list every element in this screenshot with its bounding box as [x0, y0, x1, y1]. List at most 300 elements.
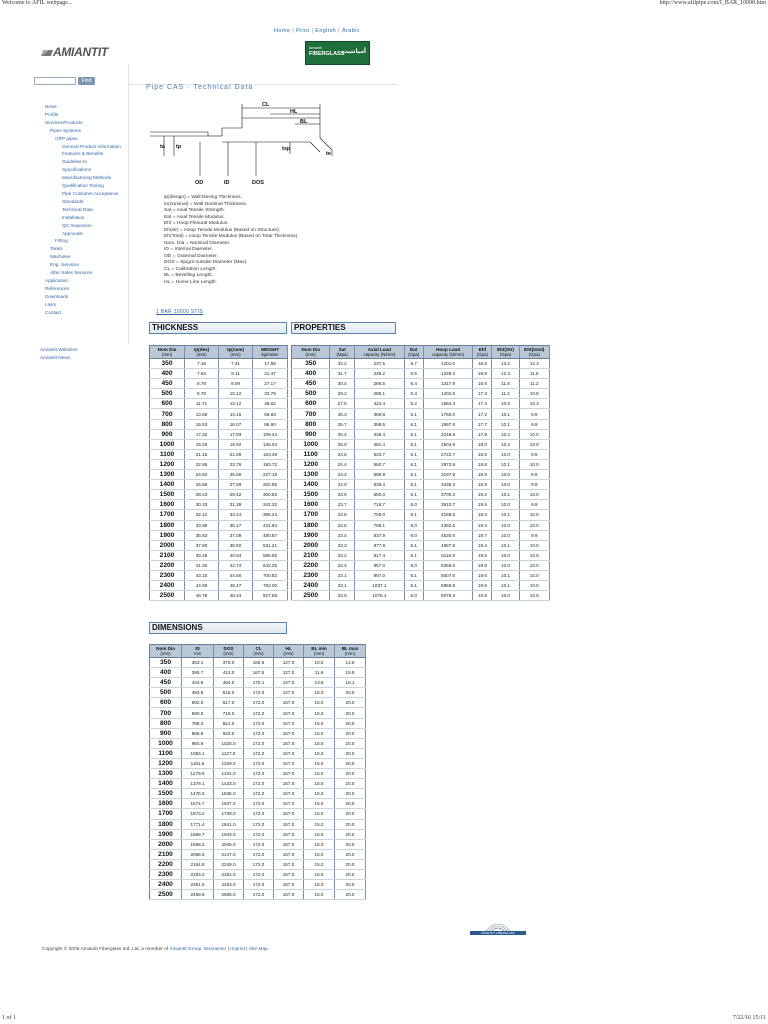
nominal-diameter-cell: 2300: [150, 869, 182, 879]
column-header: BL max (mm): [335, 645, 366, 658]
table-cell: 719.0: [214, 708, 244, 718]
table-cell: 193.72: [253, 459, 288, 469]
table-cell: 23.2: [330, 560, 355, 570]
sidebar-item-references[interactable]: References: [45, 285, 69, 291]
table-cell: 15.0: [304, 829, 335, 839]
table-row: [292, 359, 550, 369]
nominal-diameter-cell: 2100: [150, 550, 185, 560]
table-row: [150, 789, 366, 799]
table-cell: 10.1: [492, 581, 519, 591]
table-cell: 1997.8: [423, 419, 473, 429]
table-cell: 585.60: [253, 550, 288, 560]
nominal-diameter-cell: 1400: [150, 779, 182, 789]
table-cell: 15.0: [304, 728, 335, 738]
nominal-diameter-cell: 500: [292, 389, 330, 399]
table-cell: 6.1: [404, 570, 423, 580]
table-cell: 1841.0: [214, 819, 244, 829]
nominal-diameter-cell: 2200: [150, 859, 182, 869]
sidebar-item-features-benefits[interactable]: Features & Benefits: [62, 151, 104, 157]
table-cell: 20.0: [335, 728, 366, 738]
table-cell: 10.0: [492, 530, 519, 540]
table-cell: 18.0: [473, 439, 492, 449]
table-cell: 172.0: [244, 769, 274, 779]
table-row: [292, 490, 550, 500]
table-cell: 19.8: [473, 591, 492, 601]
sidebar-item-manufacturing-methods[interactable]: Manufacturing Methods: [62, 175, 111, 181]
sidebar-item-qc-inspection[interactable]: QC Inspection: [62, 222, 92, 228]
table-cell: 157.0: [274, 869, 304, 879]
legend-line: Sat = Axial Tensile Strength.: [164, 208, 225, 213]
table-row: [292, 480, 550, 490]
table-cell: 15.0: [304, 758, 335, 768]
table-cell: 2045.0: [214, 839, 244, 849]
column-header: Eat (Gpa): [404, 346, 423, 359]
table-cell: 10.12: [219, 389, 253, 399]
table-cell: 520.7: [355, 449, 405, 459]
table-cell: 15.0: [304, 799, 335, 809]
nominal-diameter-cell: 1000: [150, 738, 182, 748]
nominal-diameter-cell: 350: [150, 359, 185, 369]
table-cell: 16.6: [473, 379, 492, 389]
nominal-diameter-cell: 1200: [150, 459, 185, 469]
table-cell: 46.47: [219, 581, 253, 591]
footer-logo-emblem-icon: [468, 917, 528, 939]
table-cell: 3435.3: [423, 480, 473, 490]
table-cell: 923.0: [214, 728, 244, 738]
table-cell: 1378.1: [182, 779, 214, 789]
sidebar-item-technical-data[interactable]: Technical Data: [62, 206, 93, 212]
sidebar-item-tanks[interactable]: Tanks: [50, 246, 63, 252]
nav-print-link[interactable]: Print: [296, 28, 310, 34]
table-cell: 157.0: [274, 738, 304, 748]
table-cell: 642.25: [253, 560, 288, 570]
table-cell: 27.17: [253, 379, 288, 389]
nav-english-link[interactable]: English: [315, 28, 337, 34]
table-cell: 157.0: [274, 799, 304, 809]
top-nav: Home | Print | English | Arabic: [274, 28, 360, 34]
legend-line: Eh(Total) = Hoop Tensile Modulus (Based on Total Thickness).: [164, 234, 299, 239]
table-row: [150, 728, 366, 738]
table-cell: 19.5: [473, 550, 492, 560]
table-cell: 20.0: [335, 708, 366, 718]
table-cell: 6.1: [404, 429, 423, 439]
table-cell: 37.09: [219, 530, 253, 540]
table-cell: 172.0: [244, 849, 274, 859]
table-cell: 41.30: [185, 560, 219, 570]
table-cell: 1968.2: [182, 839, 214, 849]
table-cell: 617.0: [214, 698, 244, 708]
nominal-diameter-cell: 1700: [292, 510, 330, 520]
table-row: [292, 570, 550, 580]
table-cell: 172.0: [244, 738, 274, 748]
table-cell: 1402.6: [423, 389, 473, 399]
table-cell: 237.5: [355, 359, 405, 369]
table-cell: 20.0: [335, 688, 366, 698]
table-cell: 2249.0: [214, 859, 244, 869]
table-row: [150, 658, 366, 668]
table-cell: 20.0: [335, 869, 366, 879]
nav-arabic-link[interactable]: Arabic: [341, 28, 360, 34]
table-cell: 718.7: [355, 500, 405, 510]
table-cell: 18.5: [473, 449, 492, 459]
nominal-diameter-cell: 600: [150, 698, 182, 708]
table-row: [150, 849, 366, 859]
table-cell: 19.3: [473, 520, 492, 530]
sidebar-item-installation[interactable]: Installation: [62, 214, 85, 220]
sidebar-item-standards[interactable]: Standards: [62, 198, 84, 204]
sidebar-item-qualification-testing[interactable]: Qualification Testing: [62, 183, 104, 189]
table-cell: 10.0: [492, 591, 519, 601]
footer-disclaimer-link[interactable]: Disclaimer: [203, 947, 227, 952]
sidebar-item-downloads[interactable]: Downloads: [45, 293, 69, 299]
table-cell: 10.1: [492, 570, 519, 580]
footer-sitemap-link[interactable]: Site Map: [248, 947, 268, 952]
sidebar-item-profile[interactable]: Profile: [45, 111, 59, 117]
table-cell: 9.9: [519, 480, 549, 490]
table-row: [150, 688, 366, 698]
table-row: [292, 550, 550, 560]
table-cell: 172.0: [244, 688, 274, 698]
footer-group-link[interactable]: Amiantit Group.: [169, 947, 203, 952]
table-cell: 23.6: [330, 510, 355, 520]
nominal-diameter-cell: 350: [150, 658, 182, 668]
table-cell: 379.0: [214, 658, 244, 668]
table-cell: 20.0: [335, 859, 366, 869]
table-cell: 444.8: [182, 678, 214, 688]
nominal-diameter-cell: 2000: [292, 540, 330, 550]
table-row: [150, 449, 288, 459]
table-cell: 322.4: [355, 399, 405, 409]
table-cell: 48.43: [219, 591, 253, 601]
nominal-diameter-cell: 1300: [292, 470, 330, 480]
sidebar-item-eng-services[interactable]: Eng. Services: [50, 262, 79, 268]
table-cell: 680.0: [355, 490, 405, 500]
nominal-diameter-cell: 1800: [150, 520, 185, 530]
table-cell: 6.1: [404, 480, 423, 490]
table-cell: 29.2: [330, 389, 355, 399]
table-row: [292, 389, 550, 399]
table-cell: 13.6: [304, 678, 335, 688]
nominal-diameter-cell: 900: [150, 429, 185, 439]
nominal-diameter-cell: 1500: [150, 490, 185, 500]
table-cell: 2504.9: [423, 439, 473, 449]
table-cell: 172.0: [244, 859, 274, 869]
table-cell: 24.0: [330, 480, 355, 490]
table-cell: 1637.0: [214, 799, 244, 809]
table-cell: 10.0: [492, 550, 519, 560]
table-cell: 12.3: [519, 359, 549, 369]
table-cell: 109.24: [253, 429, 288, 439]
table-cell: 23.3: [330, 540, 355, 550]
table-cell: 28.43: [185, 490, 219, 500]
table-cell: 11.8: [492, 379, 519, 389]
table-cell: 157.0: [274, 698, 304, 708]
diagram-label-od: OD: [195, 180, 204, 186]
table-cell: 33.2: [330, 359, 355, 369]
nominal-diameter-cell: 900: [150, 728, 182, 738]
nominal-diameter-cell: 1900: [150, 829, 182, 839]
table-cell: 984.9: [182, 738, 214, 748]
table-cell: 20.0: [335, 849, 366, 859]
table-cell: 798.1: [355, 520, 405, 530]
table-row: [150, 369, 288, 379]
column-header: tp(nom) (mm): [219, 346, 253, 359]
sidebar-item-amiantit-news[interactable]: Amiantit News: [40, 354, 70, 360]
product-subheading: 1 BAR 10000 STIS: [156, 309, 204, 315]
table-row: [150, 819, 366, 829]
table-cell: 10.2: [492, 429, 519, 439]
table-cell: 23.9: [330, 490, 355, 500]
table-cell: 2164.8: [182, 859, 214, 869]
table-cell: 15.0: [304, 688, 335, 698]
page-footer: Copyright © 2008 Amiantit Fiberglass Ind. Ltd, a member of Amiantit Group. Disclaimer | Imprint | Site Map: [42, 947, 268, 952]
table-cell: 17.93: [219, 429, 253, 439]
nominal-diameter-cell: 2400: [150, 880, 182, 890]
table-cell: 10.0: [492, 470, 519, 480]
nav-home-link[interactable]: Home: [274, 28, 291, 34]
sidebar-item-specifications[interactable]: Specifications: [62, 167, 91, 173]
sidebar-item-grp-pipes[interactable]: GRP pipes: [55, 135, 78, 141]
sidebar-item-links[interactable]: Links: [45, 301, 56, 307]
table-cell: 12.12: [219, 399, 253, 409]
sidebar-item-application[interactable]: Application: [45, 277, 68, 283]
table-cell: 6.1: [404, 419, 423, 429]
table-row: [150, 748, 366, 758]
table-cell: 6.0: [404, 591, 423, 601]
table-cell: 172.0: [244, 839, 274, 849]
table-cell: 20.0: [335, 789, 366, 799]
table-row: [292, 429, 550, 439]
table-cell: 10.8: [519, 389, 549, 399]
table-cell: 27.59: [219, 480, 253, 490]
table-cell: 2147.0: [214, 849, 244, 859]
table-row: [292, 560, 550, 570]
table-cell: 10.1: [492, 459, 519, 469]
print-header-title: Welcome to AFIL webpage...: [2, 0, 73, 6]
diagram-label-tp: tp: [176, 144, 182, 150]
table-cell: 11.6: [304, 668, 335, 678]
table-cell: 20.0: [335, 839, 366, 849]
legend-line: Ehf = Hoop Flexural Modulus.: [164, 221, 229, 226]
table-header-row: [150, 645, 366, 658]
sidebar-item-pipes-systems[interactable]: Pipes Systems: [50, 127, 81, 133]
table-cell: 759.0: [355, 510, 405, 520]
table-row: [150, 890, 366, 900]
table-cell: 6.2: [404, 399, 423, 409]
table-cell: 439.4: [355, 429, 405, 439]
table-row: [150, 389, 288, 399]
table-cell: 12.3: [492, 369, 519, 379]
table-row: [150, 550, 288, 560]
table-cell: 172.0: [244, 799, 274, 809]
nominal-diameter-cell: 2300: [150, 570, 185, 580]
table-cell: 20.0: [335, 880, 366, 890]
table-cell: 480.87: [253, 530, 288, 540]
nominal-diameter-cell: 1000: [150, 439, 185, 449]
table-cell: 127.0: [274, 668, 304, 678]
table-row: [150, 439, 288, 449]
table-cell: 19.92: [219, 439, 253, 449]
table-cell: 172.0: [244, 718, 274, 728]
section-properties-header: PROPERTIES: [291, 322, 396, 334]
table-cell: 30.33: [185, 500, 219, 510]
table-cell: 86.90: [253, 419, 288, 429]
table-cell: 762.00: [253, 581, 288, 591]
table-cell: 15.0: [304, 789, 335, 799]
nominal-diameter-cell: 2000: [150, 839, 182, 849]
table-cell: 23.2: [330, 550, 355, 560]
table-cell: 13.68: [185, 409, 219, 419]
table-cell: 1229.0: [214, 758, 244, 768]
logo-mark-icon: [41, 50, 53, 56]
nominal-diameter-cell: 1800: [292, 520, 330, 530]
table-header-row: [292, 346, 550, 359]
table-cell: 7.41: [219, 359, 253, 369]
table-cell: 2453.0: [214, 880, 244, 890]
table-cell: 9.9: [519, 409, 549, 419]
table-cell: 10.1: [492, 490, 519, 500]
table-cell: 827.58: [253, 591, 288, 601]
sidebar-item-services-products[interactable]: Services/Products: [45, 119, 83, 125]
table-cell: 11.2: [519, 379, 549, 389]
table-cell: 11.6: [519, 369, 549, 379]
table-cell: 10.0: [519, 540, 549, 550]
table-cell: 24.2: [330, 470, 355, 480]
table-cell: 15.0: [304, 849, 335, 859]
table-cell: 18.1: [335, 678, 366, 688]
nominal-diameter-cell: 350: [292, 359, 330, 369]
nominal-diameter-cell: 700: [292, 409, 330, 419]
fiberglass-badge[interactable]: Amiantit FIBERGLASS أميانتيت: [305, 41, 370, 65]
table-row: [292, 581, 550, 591]
nominal-diameter-cell: 400: [150, 369, 185, 379]
table-cell: 10.0: [519, 429, 549, 439]
sidebar-item-fitting[interactable]: Fitting: [55, 238, 68, 244]
table-cell: 26.65: [185, 480, 219, 490]
table-cell: 4168.6: [423, 510, 473, 520]
footer-logo[interactable]: AMIANTIT FIBERGLASS: [468, 917, 528, 939]
search-input[interactable]: [34, 77, 76, 85]
table-cell: 1739.0: [214, 809, 244, 819]
table-cell: 172.0: [244, 779, 274, 789]
nominal-diameter-cell: 500: [150, 389, 185, 399]
table-cell: 431.84: [253, 520, 288, 530]
table-cell: 15.0: [304, 809, 335, 819]
table-row: [150, 809, 366, 819]
nominal-diameter-cell: 2100: [292, 550, 330, 560]
table-cell: 157.0: [274, 880, 304, 890]
table-cell: 22.95: [185, 459, 219, 469]
table-cell: 20.0: [335, 809, 366, 819]
diagram-label-dos: DOS: [252, 180, 264, 186]
table-cell: 5118.9: [423, 550, 473, 560]
table-cell: 266.5: [355, 379, 405, 389]
table-row: [292, 540, 550, 550]
table-row: [292, 500, 550, 510]
nominal-diameter-cell: 900: [292, 429, 330, 439]
table-cell: 172.0: [244, 748, 274, 758]
abbreviation-legend: [164, 195, 299, 286]
table-row: [292, 379, 550, 389]
table-cell: 6.1: [404, 510, 423, 520]
find-button[interactable]: Find: [78, 77, 95, 85]
sidebar-item-guideline-to[interactable]: Guideline to: [62, 159, 88, 165]
nominal-diameter-cell: 1300: [150, 470, 185, 480]
table-cell: 1037.1: [355, 581, 405, 591]
table-cell: 4887.9: [423, 540, 473, 550]
table-cell: 6.1: [404, 550, 423, 560]
nominal-diameter-cell: 2400: [150, 581, 185, 591]
table-cell: 15.0: [304, 890, 335, 900]
footer-imprint-link[interactable]: Imprint: [230, 947, 245, 952]
table-cell: 957.0: [355, 560, 405, 570]
table-row: [150, 779, 366, 789]
section-dimensions-header: DIMENSIONS: [149, 622, 287, 634]
sidebar-item-pipe-customer-acceptance[interactable]: Pipe Customer Acceptance: [62, 190, 119, 196]
sidebar-item-after-sales-services[interactable]: After Sales Services: [50, 270, 93, 276]
table-cell: 20.0: [335, 819, 366, 829]
table-cell: 5858.8: [423, 581, 473, 591]
table-cell: 17.3: [473, 399, 492, 409]
sidebar-item-general-product-information[interactable]: General Product Information: [62, 143, 121, 149]
table-cell: 33.24: [219, 510, 253, 520]
table-cell: 385.24: [253, 510, 288, 520]
table-row: [150, 738, 366, 748]
nominal-diameter-cell: 2200: [150, 560, 185, 570]
table-cell: 35.83: [185, 530, 219, 540]
table-cell: 19.25: [185, 439, 219, 449]
table-cell: 20.0: [335, 779, 366, 789]
legend-line: Nom. Dia = Nominal Diameter.: [164, 240, 231, 246]
table-cell: 6.7: [404, 359, 423, 369]
nominal-diameter-cell: 2400: [292, 581, 330, 591]
table-cell: 1317.9: [423, 379, 473, 389]
table-cell: 6.1: [404, 459, 423, 469]
sidebar-item-approvals[interactable]: Approvals: [62, 230, 83, 236]
table-cell: 262.86: [253, 480, 288, 490]
sidebar-item-manholes[interactable]: Manholes: [50, 254, 71, 260]
table-cell: 837.9: [355, 530, 405, 540]
table-cell: 10.0: [492, 480, 519, 490]
footer-copyright: Copyright © 2008 Amiantit Fiberglass Ind. Ltd, a member of: [42, 947, 169, 952]
amiantit-logo[interactable]: AMIANTIT: [42, 45, 108, 59]
column-header: Ehf (Gpa): [473, 346, 492, 359]
table-row: [150, 869, 366, 879]
table-cell: 15.0: [304, 859, 335, 869]
table-cell: 8.78: [185, 379, 219, 389]
table-cell: 23.5: [330, 520, 355, 530]
sidebar-item-news[interactable]: News: [45, 104, 57, 109]
table-cell: 1476.5: [182, 789, 214, 799]
sidebar-item-amiantit-websites[interactable]: Amiantit Websites: [40, 347, 78, 352]
table-cell: 17.2: [473, 409, 492, 419]
table-cell: 20.0: [335, 758, 366, 768]
sidebar-item-contact[interactable]: Contact: [45, 309, 62, 315]
table-cell: 27.5: [330, 399, 355, 409]
table-cell: 31.7: [330, 369, 355, 379]
table-cell: 157.0: [274, 829, 304, 839]
table-cell: 17.32: [185, 429, 219, 439]
table-cell: 21.89: [219, 449, 253, 459]
column-header: Nom Dia (mm): [150, 346, 185, 359]
legend-line: tn(nominal) = Wall Nominal Thickness.: [164, 201, 248, 207]
table-cell: 10.0: [519, 550, 549, 560]
table-cell: 39.46: [185, 550, 219, 560]
table-cell: 1943.0: [214, 829, 244, 839]
table-row: [150, 581, 288, 591]
table-cell: 6.0: [404, 520, 423, 530]
table-cell: 127.0: [274, 688, 304, 698]
